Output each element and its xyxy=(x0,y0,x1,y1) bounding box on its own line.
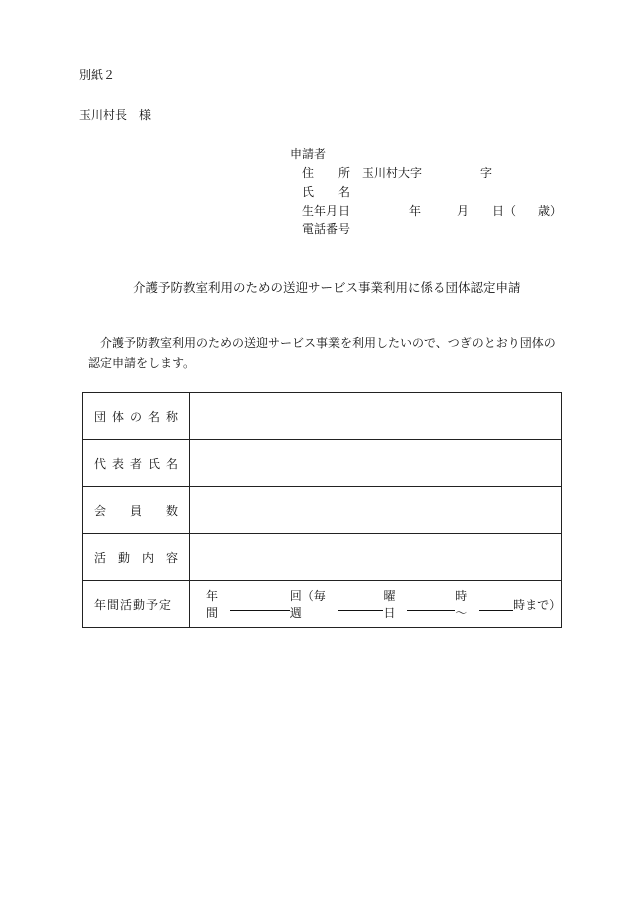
schedule-to-label: 時まで） xyxy=(513,597,562,612)
phone-label: 電話番号 xyxy=(302,222,351,236)
appendix-label: 別紙２ xyxy=(79,68,116,82)
day-unit: 日（ xyxy=(492,204,517,218)
birthdate-label: 生年月日 xyxy=(302,204,351,218)
times-per-year-blank[interactable] xyxy=(230,598,290,611)
body-line-2: 認定申請をします。 xyxy=(88,356,196,370)
schedule-from-label: 時～ xyxy=(455,589,468,620)
label-group-name: 団 体 の 名 称 xyxy=(94,409,178,424)
schedule-weekday-label: 曜日 xyxy=(383,589,396,620)
start-time-blank[interactable] xyxy=(407,598,455,611)
schedule-field xyxy=(190,581,562,628)
address-value: 玉川村大字 xyxy=(362,166,423,180)
schedule-times-label: 回（毎週 xyxy=(289,589,326,620)
addressee: 玉川村長 様 xyxy=(79,108,152,122)
name-label: 氏 名 xyxy=(302,185,351,199)
schedule-year-label: 年間 xyxy=(206,589,219,620)
weekday-blank[interactable] xyxy=(338,598,384,611)
label-activities: 活 動 内 容 xyxy=(94,550,178,565)
year-unit: 年 xyxy=(409,204,422,218)
age-unit: 歳） xyxy=(538,204,563,218)
row-members xyxy=(83,487,562,534)
activities-field[interactable] xyxy=(190,534,562,581)
group-name-field[interactable] xyxy=(190,393,562,440)
row-activities xyxy=(83,534,562,581)
label-representative: 代 表 者 氏 名 xyxy=(94,456,178,471)
end-time-blank[interactable] xyxy=(479,598,513,611)
document-title: 介護予防教室利用のための送迎サービス事業利用に係る団体認定申請 xyxy=(133,280,521,295)
applicant-heading: 申請者 xyxy=(290,147,327,161)
row-schedule xyxy=(83,581,562,628)
body-line-1: 介護予防教室利用のための送迎サービス事業を利用したいので、つぎのとおり団体の xyxy=(100,336,556,350)
representative-field[interactable] xyxy=(190,440,562,487)
members-field[interactable] xyxy=(190,487,562,534)
aza-label: 字 xyxy=(480,166,493,180)
address-label: 住 所 xyxy=(302,166,351,180)
row-group-name xyxy=(83,393,562,440)
label-schedule: 年間活動予定 xyxy=(94,597,173,612)
label-members: 会 員 数 xyxy=(94,503,178,518)
application-table xyxy=(82,392,562,628)
month-unit: 月 xyxy=(457,204,470,218)
row-representative xyxy=(83,440,562,487)
